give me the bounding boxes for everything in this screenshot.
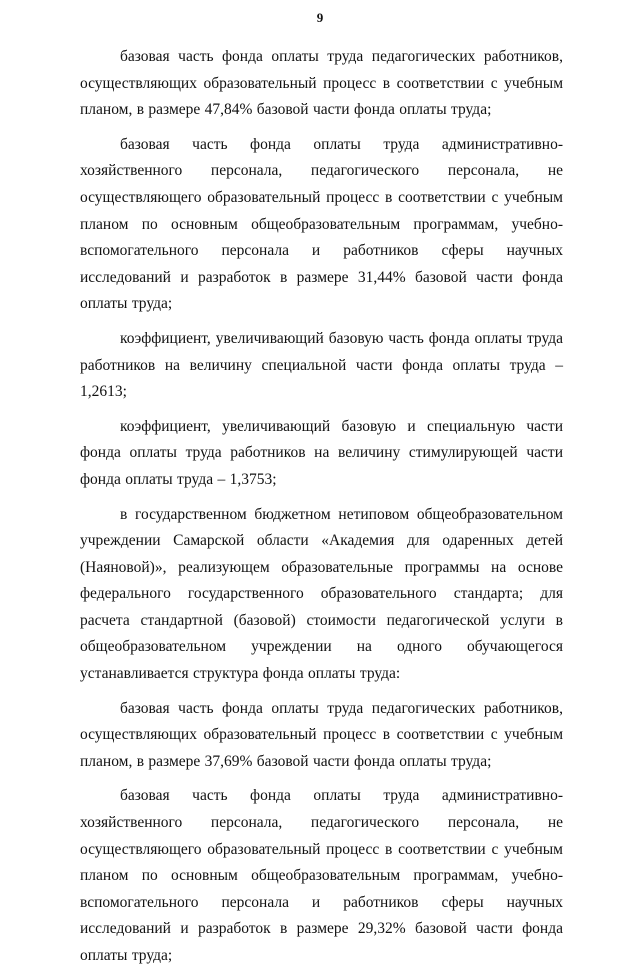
paragraph-admin-staff-share-2: базовая часть фонда оплаты труда административно-хозяйственного персонала, педагогического персонала, не осуществляющего образовательный процесс в соответствии с учебным планом по основным общеобразовательным программам, учебно-вспомогательного персонала и работников сферы научных исследований и разработок в размере 29,32% базовой части фонда оплаты труда;	[80, 787, 563, 964]
paragraph-academy-structure-intro: в государственном бюджетном нетиповом общеобразовательном учреждении Самарской области «Академия для одаренных детей (Наяновой)», реализующем образовательные программы на основе федерального государственного образовательного стандарта; для расчета стандартной (базовой) стоимости педагогической услуги в общеобразовательном учреждении на одного обучающегося устанавливается структура фонда оплаты труда:	[80, 505, 563, 683]
paragraph-teaching-staff-share-2: базовая часть фонда оплаты труда педагогических работников, осуществляющих образовательный процесс в соответствии с учебным планом, в размере 37,69% базовой части фонда оплаты труда;	[80, 699, 563, 770]
paragraph-admin-staff-share-1: базовая часть фонда оплаты труда административно-хозяйственного персонала, педагогического персонала, не осуществляющего образовательный процесс в соответствии с учебным планом по основным общеобразовательным программам, учебно-вспомогательного персонала и работников сферы научных исследований и разработок в размере 31,44% базовой части фонда оплаты труда;	[80, 135, 563, 313]
document-body	[80, 44, 563, 978]
paragraph-teaching-staff-share-1: базовая часть фонда оплаты труда педагогических работников, осуществляющих образовательный процесс в соответствии с учебным планом, в размере 47,84% базовой части фонда оплаты труда;	[80, 48, 563, 119]
page-number: 9	[316, 10, 324, 25]
paragraph-special-part-coefficient: коэффициент, увеличивающий базовую часть фонда оплаты труда работников на величину специальной части фонда оплаты труда – 1,2613;	[80, 329, 563, 401]
paragraph-incentive-part-coefficient: коэффициент, увеличивающий базовую и специальную части фонда оплаты труда работников на величину стимулирующей части фонда оплаты труда – 1,3753;	[80, 417, 563, 488]
